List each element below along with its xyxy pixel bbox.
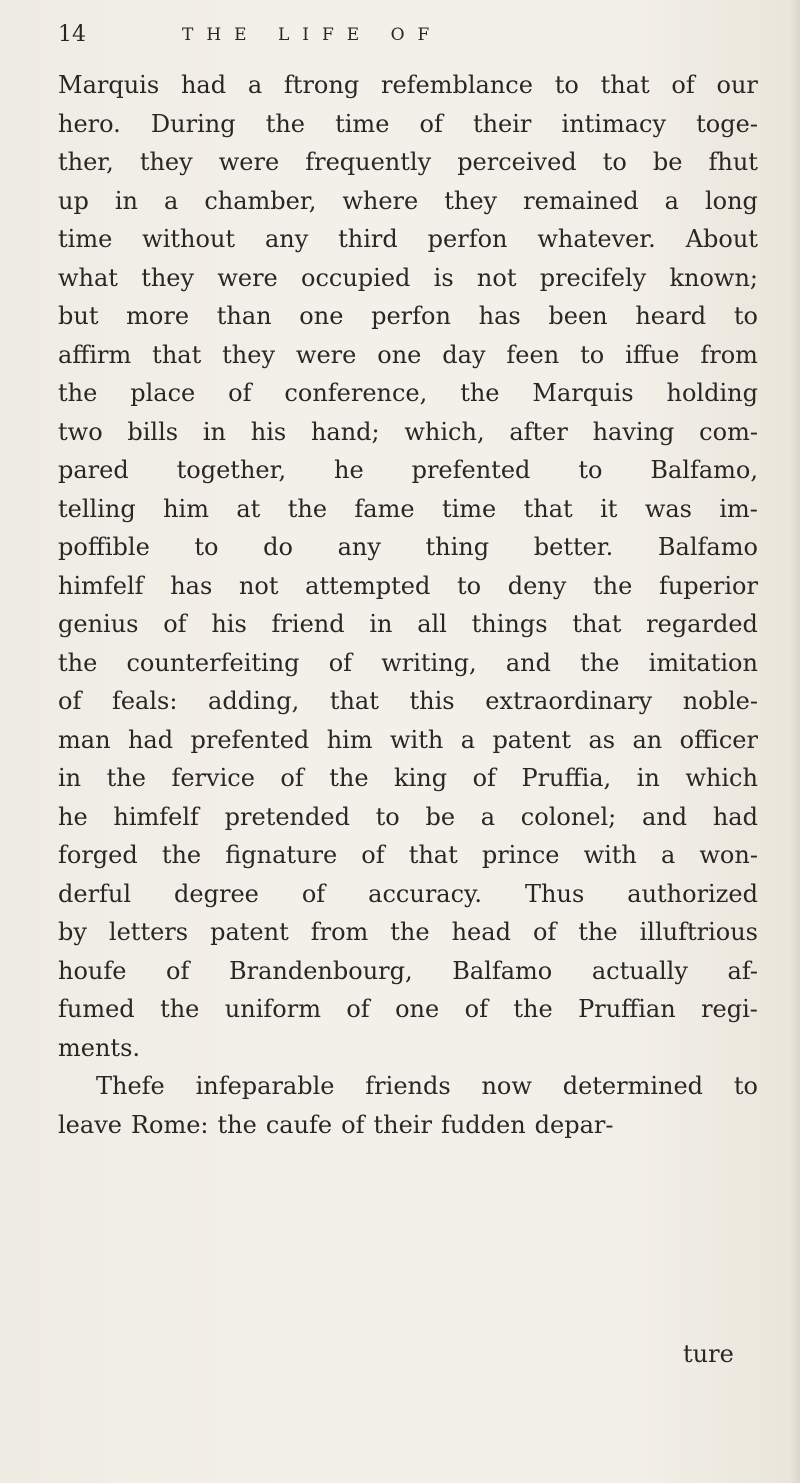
page-edge-shadow [790,0,800,1483]
text-line: pared together, he prefented to Balfamo, [58,456,758,484]
text-line: hero. During the time of their intimacy toge- [58,109,758,138]
page-number: 14 [58,22,86,47]
text-line: derful degree of accuracy. Thus authorized [58,879,758,908]
text-line: ther, they were frequently perceived to be fhut [58,148,758,176]
text-line: ments. [58,1033,141,1062]
text-line: but more than one perfon has been heard to [58,302,758,330]
body-text [58,66,758,1144]
text-line: the counterfeiting of writing, and the imitation [58,648,758,677]
text-line: Marquis had a ftrong refemblance to that of our [58,71,758,99]
text-line: man had prefented him with a patent as an officer [58,725,758,754]
text-line: leave Rome: the caufe of their fudden depar- [58,1110,614,1139]
page-header [58,22,758,62]
text-line: telling him at the fame time that it was im- [58,494,758,523]
text-line: he himfelf pretended to be a colonel; and had [58,802,758,831]
text-line: by letters patent from the head of the illuftrious [58,918,758,946]
text-line: up in a chamber, where they remained a long [58,186,758,215]
text-line: poffible to do any thing better. Balfamo [58,533,758,561]
text-line: fumed the uniform of one of the Pruffian regi- [58,995,758,1023]
text-line: genius of his friend in all things that regarded [58,610,758,638]
text-line: two bills in his hand; which, after having com- [58,417,758,446]
text-line: time without any third perfon whatever. About [58,225,758,253]
catchword: ture [683,1340,734,1368]
running-head: THE LIFE OF [182,25,443,45]
text-line: houfe of Brandenbourg, Balfamo actually af- [58,956,758,985]
text-line: the place of conference, the Marquis holding [58,379,758,407]
text-line: affirm that they were one day feen to iffue from [58,340,758,369]
text-line: himfelf has not attempted to deny the fuperior [58,571,758,600]
text-line: of feals: adding, that this extraordinary noble- [58,687,758,715]
text-line: Thefe infeparable friends now determined to [96,1072,758,1100]
text-line: what they were occupied is not precifely known; [58,263,758,292]
text-line: forged the fignature of that prince with a won- [58,841,758,869]
text-line: in the fervice of the king of Pruffia, in which [58,764,758,792]
